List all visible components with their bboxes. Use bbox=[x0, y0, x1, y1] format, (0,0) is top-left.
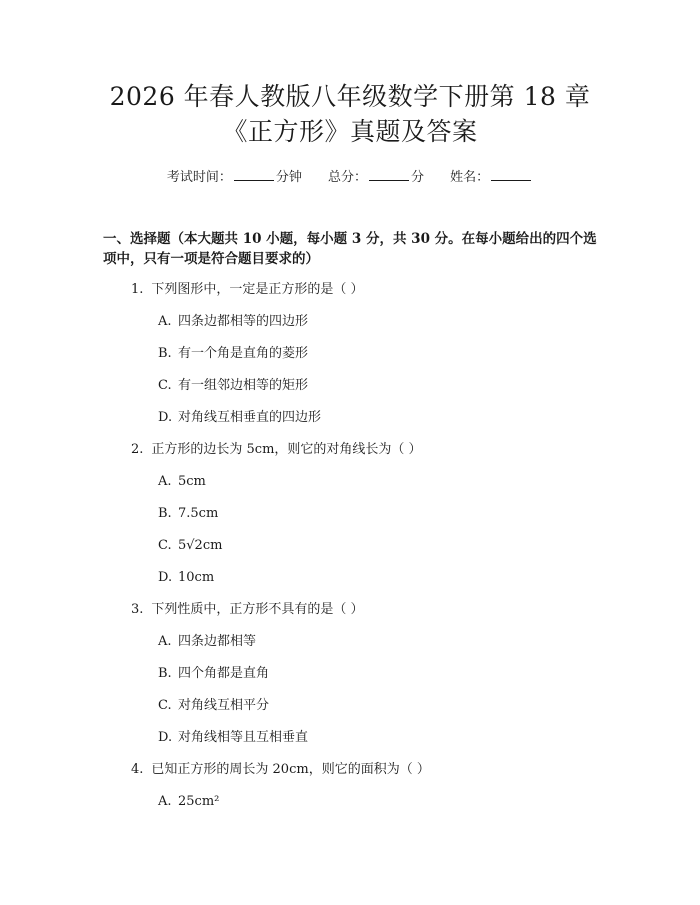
question-number: 1. bbox=[131, 282, 144, 297]
question-number: 2. bbox=[131, 442, 144, 457]
option-letter: B. bbox=[158, 506, 172, 521]
option-text: 对角线互相垂直的四边形 bbox=[178, 410, 322, 425]
exam-time-field bbox=[167, 170, 302, 185]
section-heading: 一、选择题（本大题共 10 小题，每小题 3 分，共 30 分。在每小题给出的四个选项中，只有一项是符合题目要求的） bbox=[103, 231, 597, 267]
page-title-line-2: 《正方形》真题及答案 bbox=[222, 117, 478, 146]
option-2c[interactable] bbox=[158, 538, 222, 554]
option-text: 5√2cm bbox=[178, 538, 223, 553]
option-text: 10cm bbox=[178, 570, 215, 585]
exam-time-unit: 分钟 bbox=[275, 170, 302, 185]
option-2a[interactable] bbox=[158, 474, 206, 490]
option-text: 5cm bbox=[178, 474, 206, 489]
option-1d[interactable] bbox=[158, 410, 321, 426]
question-3 bbox=[131, 602, 364, 618]
option-text: 四个角都是直角 bbox=[178, 666, 270, 681]
question-number: 3. bbox=[131, 602, 144, 617]
question-2 bbox=[131, 442, 422, 458]
student-name-field bbox=[450, 170, 533, 185]
question-1 bbox=[131, 282, 364, 298]
option-text: 四条边都相等的四边形 bbox=[178, 314, 309, 329]
question-text: 已知正方形的周长为 20cm，则它的面积为（ ） bbox=[151, 762, 430, 777]
option-letter: D. bbox=[158, 570, 173, 585]
option-2b[interactable] bbox=[158, 506, 218, 522]
option-text: 有一组邻边相等的矩形 bbox=[178, 378, 309, 393]
option-text: 25cm² bbox=[178, 794, 220, 809]
option-1c[interactable] bbox=[158, 378, 308, 394]
page-title-line-1: 2026 年春人教版八年级数学下册第 18 章 bbox=[109, 82, 591, 111]
option-2d[interactable] bbox=[158, 570, 214, 586]
question-4 bbox=[131, 762, 430, 778]
option-letter: A. bbox=[158, 314, 172, 329]
exam-time-label: 考试时间： bbox=[166, 170, 232, 185]
question-text: 下列图形中，一定是正方形的是（ ） bbox=[151, 282, 364, 297]
option-text: 四条边都相等 bbox=[178, 634, 257, 649]
option-letter: A. bbox=[158, 634, 172, 649]
option-text: 对角线相等且互相垂直 bbox=[178, 730, 309, 745]
option-letter: C. bbox=[158, 538, 172, 553]
option-3d[interactable] bbox=[158, 730, 308, 746]
option-3a[interactable] bbox=[158, 634, 256, 650]
option-text: 7.5cm bbox=[178, 506, 219, 521]
question-text: 正方形的边长为 5cm，则它的对角线长为（ ） bbox=[151, 442, 422, 457]
option-letter: C. bbox=[158, 698, 172, 713]
option-letter: C. bbox=[158, 378, 172, 393]
question-text: 下列性质中，正方形不具有的是（ ） bbox=[151, 602, 364, 617]
option-letter: B. bbox=[158, 346, 172, 361]
option-text: 对角线互相平分 bbox=[178, 698, 270, 713]
option-1a[interactable] bbox=[158, 314, 308, 330]
option-4a[interactable] bbox=[158, 794, 219, 810]
option-letter: A. bbox=[158, 794, 172, 809]
option-text: 有一个角是直角的菱形 bbox=[178, 346, 309, 361]
total-score-label: 总分： bbox=[327, 170, 367, 185]
option-letter: D. bbox=[158, 410, 173, 425]
option-letter: B. bbox=[158, 666, 172, 681]
question-number: 4. bbox=[131, 762, 144, 777]
option-3c[interactable] bbox=[158, 698, 269, 714]
option-letter: D. bbox=[158, 730, 173, 745]
exam-info-row bbox=[0, 168, 700, 187]
student-name-label: 姓名： bbox=[450, 170, 490, 185]
exam-time-blank[interactable] bbox=[234, 168, 274, 181]
student-name-blank[interactable] bbox=[491, 168, 531, 181]
total-score-blank[interactable] bbox=[369, 168, 409, 181]
total-score-field bbox=[328, 170, 424, 185]
option-3b[interactable] bbox=[158, 666, 269, 682]
option-letter: A. bbox=[158, 474, 172, 489]
option-1b[interactable] bbox=[158, 346, 308, 362]
total-score-unit: 分 bbox=[411, 170, 425, 185]
